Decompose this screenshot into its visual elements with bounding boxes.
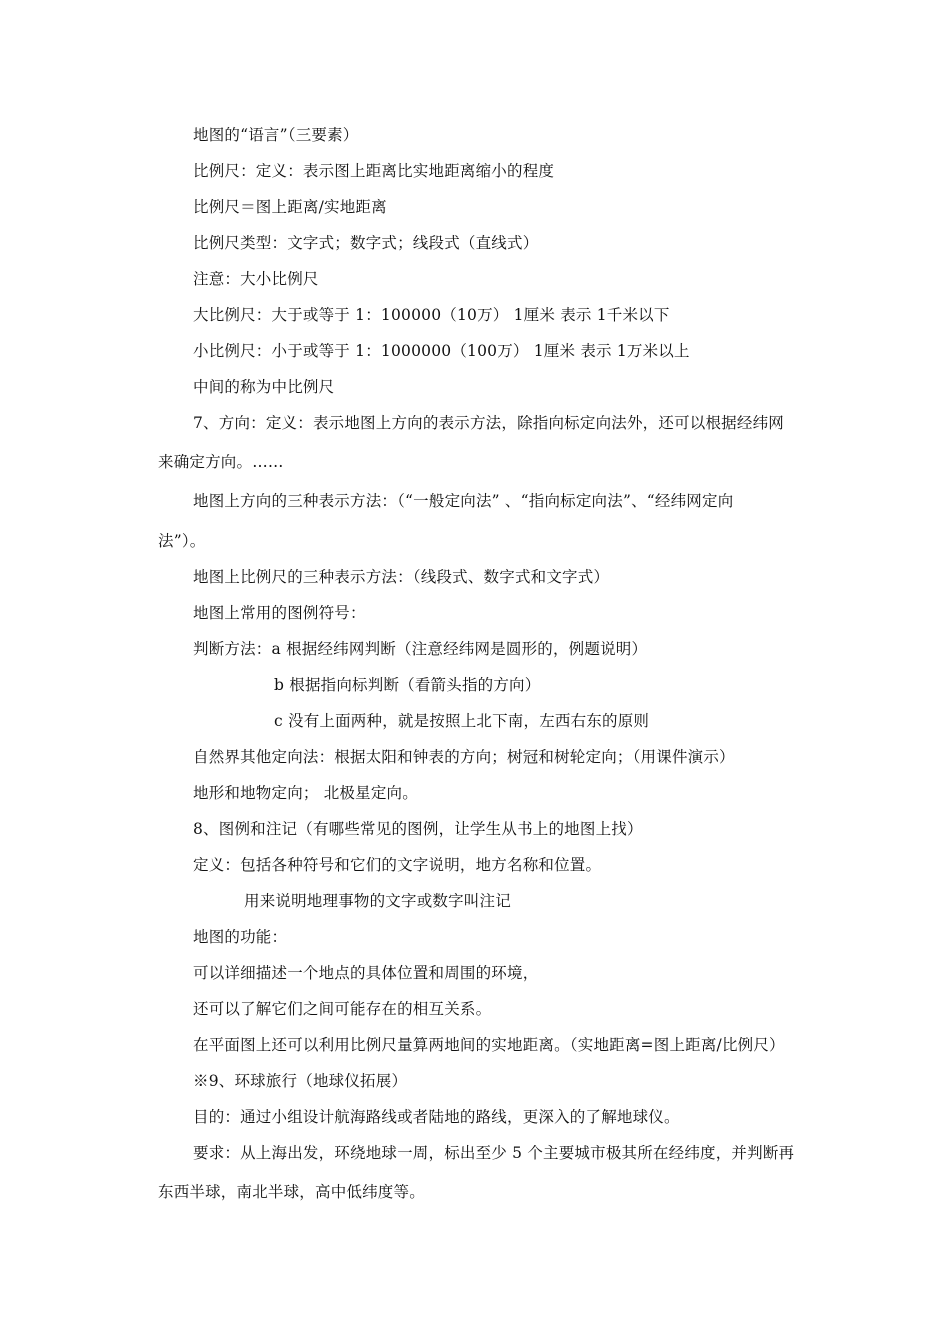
text-line: 注意：大小比例尺 — [193, 270, 319, 288]
text-line: 大比例尺：大于或等于 1：100000（10万） 1厘米 表示 1千米以下 — [193, 306, 670, 324]
text-line: 来确定方向。…… — [158, 453, 284, 471]
text-line: ※9、环球旅行（地球仪拓展） — [193, 1072, 408, 1090]
text-line: 地图上方向的三种表示方法：（“一般定向法” 、“指向标定向法”、“经纬网定向 — [193, 492, 734, 510]
text-line: 8、图例和注记（有哪些常见的图例，让学生从书上的地图上找） — [193, 820, 643, 838]
text-line: 在平面图上还可以利用比例尺量算两地间的实地距离。（实地距离=图上距离/比例尺） — [193, 1036, 785, 1054]
text-line: 用来说明地理事物的文字或数字叫注记 — [244, 892, 511, 910]
text-line: 还可以了解它们之间可能存在的相互关系。 — [193, 1000, 492, 1018]
text-line: 地形和地物定向； 北极星定向。 — [193, 784, 418, 802]
text-line: 地图上常用的图例符号： — [193, 604, 366, 622]
text-line: 定义：包括各种符号和它们的文字说明，地方名称和位置。 — [193, 856, 602, 874]
text-line: 可以详细描述一个地点的具体位置和周围的环境， — [193, 964, 539, 982]
text-line: 法”）。 — [158, 532, 206, 550]
text-line: 地图上比例尺的三种表示方法：（线段式、数字式和文字式） — [193, 568, 610, 586]
text-line: 比例尺：定义：表示图上距离比实地距离缩小的程度 — [193, 162, 555, 180]
text-line: 中间的称为中比例尺 — [193, 378, 335, 396]
text-line: 判断方法：a 根据经纬网判断（注意经纬网是圆形的，例题说明） — [193, 640, 648, 658]
text-line: 比例尺＝图上距离/实地距离 — [193, 198, 387, 216]
text-line: 地图的功能： — [193, 928, 288, 946]
text-line: 自然界其他定向法：根据太阳和钟表的方向；树冠和树轮定向；（用课件演示） — [193, 748, 735, 766]
text-line: 7、方向：定义：表示地图上方向的表示方法，除指向标定向法外，还可以根据经纬网 — [193, 414, 784, 432]
text-line: 小比例尺：小于或等于 1：1000000（100万） 1厘米 表示 1万米以上 — [193, 342, 690, 360]
text-line: b 根据指向标判断（看箭头指的方向） — [274, 676, 541, 694]
text-line: 比例尺类型：文字式；数字式；线段式（直线式） — [193, 234, 539, 252]
text-line: 地图的“语言”（三要素） — [193, 126, 359, 144]
text-line: 目的：通过小组设计航海路线或者陆地的路线，更深入的了解地球仪。 — [193, 1108, 680, 1126]
text-line: 东西半球，南北半球，高中低纬度等。 — [158, 1183, 425, 1201]
text-line: c 没有上面两种，就是按照上北下南，左西右东的原则 — [274, 712, 650, 730]
text-line: 要求：从上海出发，环绕地球一周，标出至少 5 个主要城市极其所在经纬度，并判断再 — [193, 1144, 795, 1162]
